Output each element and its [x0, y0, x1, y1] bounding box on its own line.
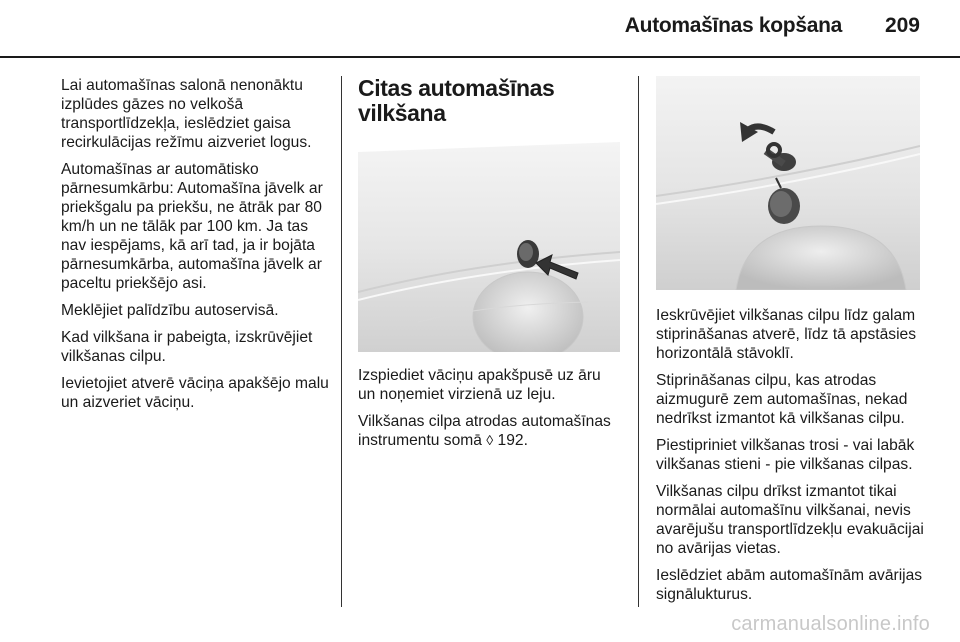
paragraph: Lai automašīnas salonā nenonāktu izplūdes gāzes no velkošā transportlīdzekļa, ieslēdziet gaisa recirkulācijas režīmu aizveriet logus. — [61, 77, 312, 151]
column-divider — [341, 76, 342, 607]
towing-eye-illustration — [656, 76, 920, 290]
paragraph: Ieslēdziet abām automašīnām avārijas signālukturus. — [656, 567, 923, 603]
section-title — [358, 76, 620, 126]
section-title-line: vilkšana — [358, 100, 446, 126]
watermark: carmanualsonline.info — [731, 613, 930, 635]
text-column-3 — [656, 76, 924, 612]
paragraph: Ieskrūvējiet vilkšanas cilpu līdz galam stiprināšanas atverē, līdz tā apstāsies horizontālā stāvoklī. — [656, 307, 917, 362]
paragraph: Stiprināšanas cilpu, kas atrodas aizmugurē zem automašīnas, nekad nedrīkst izmantot kā vilkšanas cilpu. — [656, 372, 908, 427]
xref-text: Vilkšanas cilpa atrodas automašīnas instrumentu somā — [358, 413, 611, 449]
paragraph — [358, 412, 620, 450]
paragraph: Automašīnas ar automātisko pārnesumkārbu: Automašīna jāvelk ar priekšgalu pa priekšu, ne ātrāk par 80 km/h un ne tālāk par 100 km. Ja tas nav iespējams, kā arī tad, ja ir bojāta pārnesumkārba, automašīna jāvelk ar paceltu priekšējo asi. — [61, 161, 323, 292]
page-header — [0, 0, 960, 58]
text-column-2 — [358, 76, 620, 458]
paragraph: Vilkšanas cilpu drīkst izmantot tikai normālai automašīnu vilkšanai, nevis avarējušu transportlīdzekļu evakuācijai no avārijas vietas. — [656, 483, 924, 557]
page-number: 209 — [884, 14, 920, 37]
paragraph: Meklējiet palīdzību autoservisā. — [61, 302, 279, 319]
paragraph: Ievietojiet atverē vāciņa apakšējo malu un aizveriet vāciņu. — [61, 375, 329, 411]
bumper-cover-illustration — [358, 142, 620, 352]
paragraph: Izspiediet vāciņu apakšpusē uz āru un noņemiet virzienā uz leju. — [358, 367, 601, 403]
section-title-line: Citas automašīnas — [358, 75, 555, 101]
paragraph: Piestipriniet vilkšanas trosi - vai labāk vilkšanas stieni - pie vilkšanas cilpas. — [656, 437, 915, 473]
paragraph: Kad vilkšana ir pabeigta, izskrūvējiet vilkšanas cilpu. — [61, 329, 313, 365]
page-reference-icon: ◊ — [486, 432, 494, 448]
text-column-1 — [61, 76, 331, 420]
chapter-title: Automašīnas kopšana — [624, 14, 842, 37]
xref-page: 192. — [497, 432, 528, 449]
column-divider — [638, 76, 639, 607]
